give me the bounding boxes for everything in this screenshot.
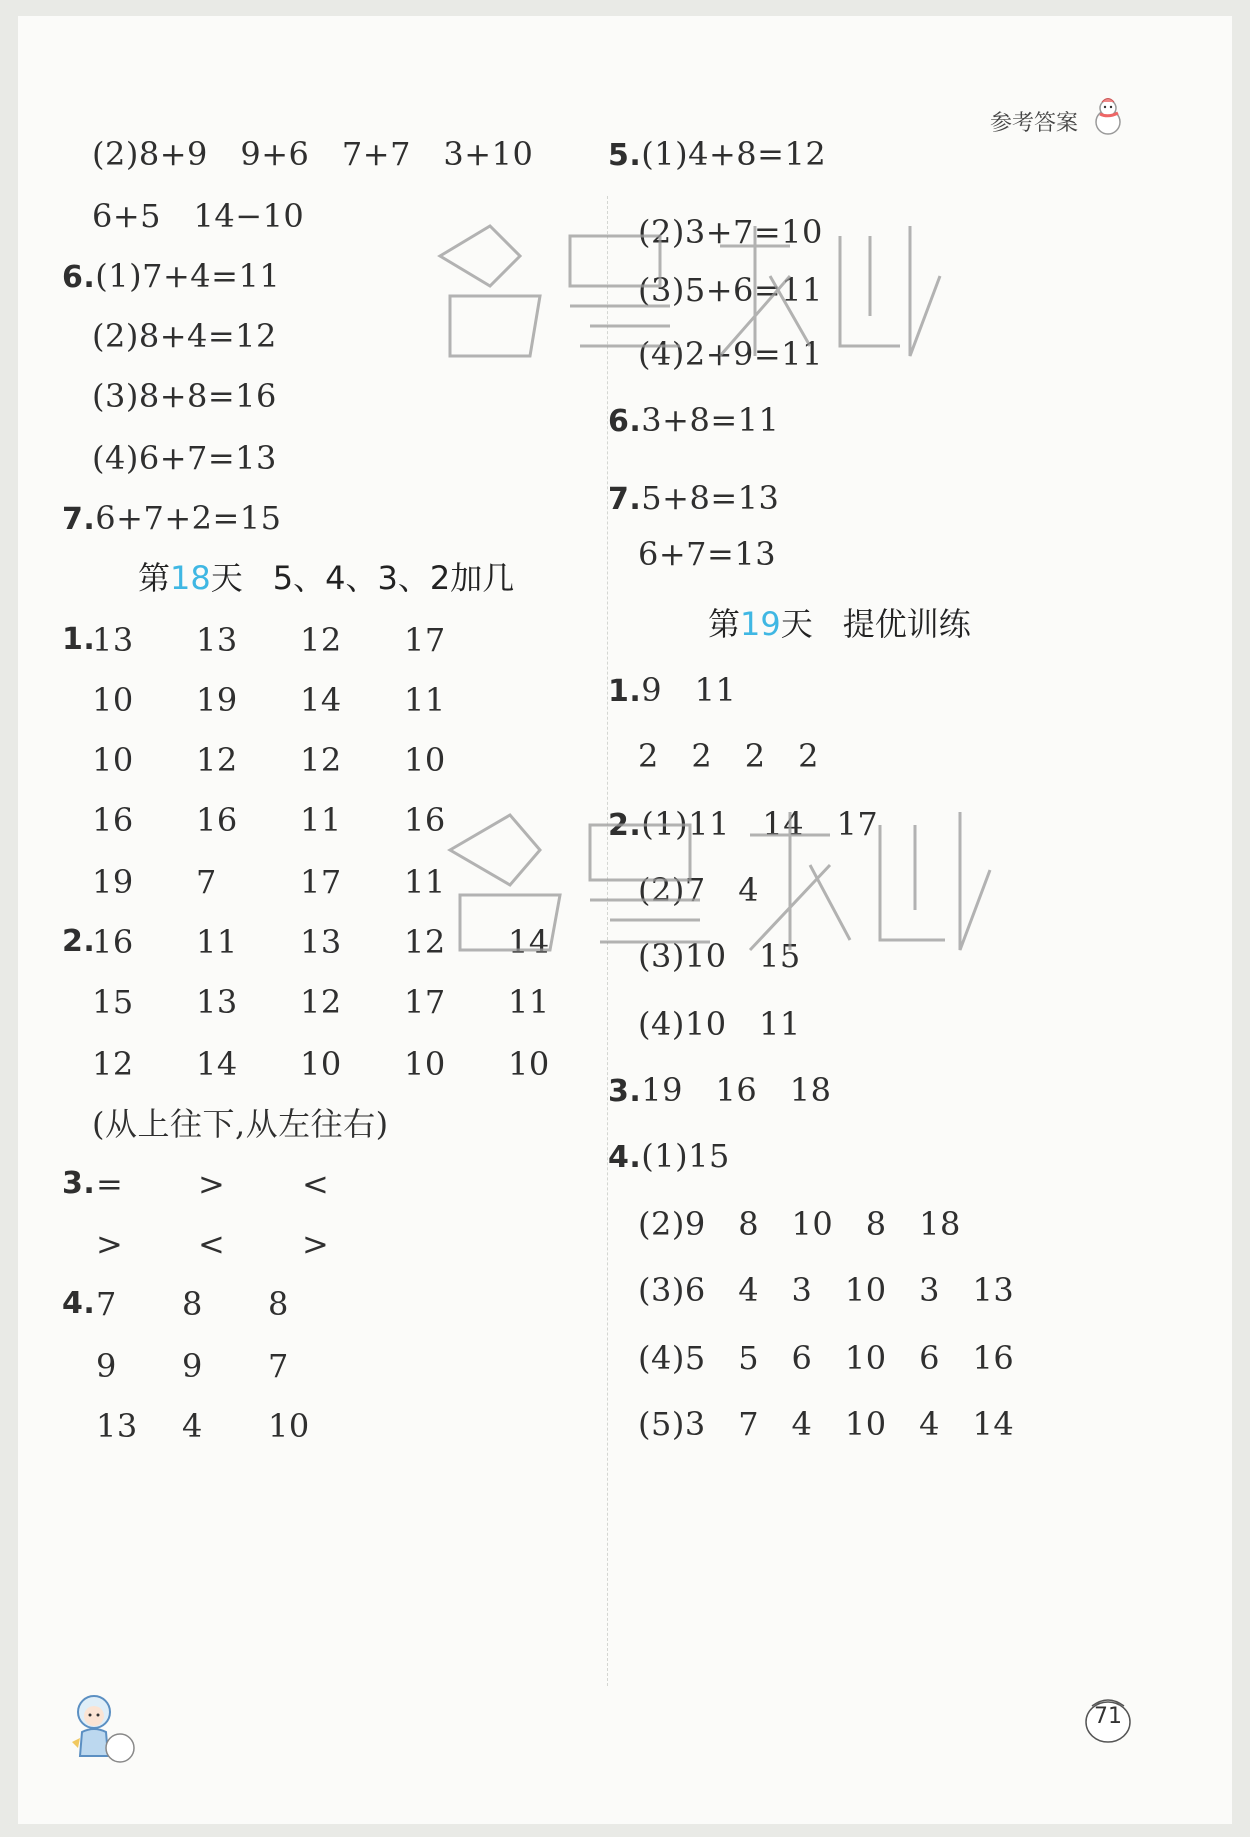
answer-cell: 12	[300, 621, 342, 659]
answer-cell: 15	[92, 983, 134, 1021]
question-number: 7.	[62, 502, 96, 537]
answer-text: (2)8+9 9+6 7+7 3+10	[92, 135, 534, 173]
answer-line	[638, 870, 759, 910]
answer-cell: 10	[300, 1045, 342, 1083]
page-number: 71	[1094, 1704, 1122, 1729]
answer-text: (4)2+9=11	[638, 335, 823, 373]
answer-cell: =	[96, 1165, 124, 1203]
answer-cell: 7	[96, 1285, 117, 1323]
answer-text: (3)10 15	[638, 937, 801, 975]
answer-cell: 12	[92, 1045, 134, 1083]
answer-text: (4)5 5 6 10 6 16	[638, 1339, 1015, 1377]
answer-text: (1)15	[641, 1137, 730, 1175]
answer-text: (3)6 4 3 10 3 13	[638, 1271, 1015, 1309]
answer-line	[608, 134, 826, 176]
mascot-icon	[66, 1686, 138, 1766]
answer-cell: 11	[404, 863, 446, 901]
answer-line	[638, 1404, 1014, 1444]
answer-cell: 17	[300, 863, 342, 901]
day-19-heading	[708, 604, 971, 644]
question-number: 7.	[608, 482, 642, 517]
answer-cell: 12	[300, 741, 342, 779]
answer-line	[608, 478, 779, 520]
answer-cell: 11	[404, 681, 446, 719]
question-number: 1.	[608, 674, 642, 709]
answer-cell: >	[302, 1225, 330, 1263]
question-number: 5.	[608, 138, 642, 173]
answer-line	[638, 736, 819, 776]
answer-note: (从上往下,从左往右)	[92, 1105, 389, 1143]
answer-line	[92, 196, 304, 236]
answer-line	[608, 670, 736, 712]
answer-line	[638, 936, 801, 976]
answer-line	[638, 1004, 801, 1044]
answer-line	[638, 1338, 1014, 1378]
answer-text: 5+8=13	[641, 479, 780, 517]
header-label: 参考答案	[990, 111, 1079, 136]
question-number: 2.	[608, 808, 642, 843]
answer-cell: 14	[300, 681, 342, 719]
question-number: 3.	[62, 1166, 96, 1201]
answer-cell: 10	[92, 741, 134, 779]
heading-num: 19	[740, 605, 781, 643]
answer-line	[62, 256, 280, 298]
answer-cell: 10	[508, 1045, 550, 1083]
answer-line	[92, 438, 277, 478]
answer-cell: 17	[404, 983, 446, 1021]
answer-text: (1)11 14 17	[641, 805, 879, 843]
answer-cell: 10	[404, 1045, 446, 1083]
answer-cell: 12	[404, 923, 446, 961]
answer-cell: 10	[92, 681, 134, 719]
answer-cell: >	[96, 1225, 124, 1263]
answer-line	[638, 212, 823, 252]
answer-cell: 12	[300, 983, 342, 1021]
answer-cell: 16	[404, 801, 446, 839]
answer-cell: 10	[404, 741, 446, 779]
question-number: 4.	[62, 1286, 96, 1321]
answer-line	[608, 1070, 831, 1112]
question-number: 6.	[608, 404, 642, 439]
answer-line	[638, 334, 823, 374]
answer-cell: 8	[268, 1285, 289, 1323]
question-number: 4.	[608, 1140, 642, 1175]
answer-cell: 14	[508, 923, 550, 961]
answer-text: 19 16 18	[641, 1071, 832, 1109]
answer-text: 3+8=11	[641, 401, 780, 439]
answer-line	[608, 400, 779, 442]
answer-cell: 17	[404, 621, 446, 659]
answer-text: 6+7=13	[638, 535, 777, 573]
heading-prefix: 第	[138, 559, 171, 597]
answer-cell: 9	[96, 1347, 117, 1385]
answer-line	[92, 376, 277, 416]
answer-cell: 14	[196, 1045, 238, 1083]
page-number-badge	[1082, 1692, 1134, 1744]
question-number: 3.	[608, 1074, 642, 1109]
answer-text: (2)3+7=10	[638, 213, 823, 251]
answer-cell: 10	[268, 1407, 310, 1445]
question-number: 6.	[62, 260, 96, 295]
answer-text: (2)7 4	[638, 871, 760, 909]
answer-line	[92, 134, 533, 174]
answer-text: (2)8+4=12	[92, 317, 277, 355]
answer-text: 9 11	[641, 671, 737, 709]
answer-text: (4)6+7=13	[92, 439, 277, 477]
answer-text: (4)10 11	[638, 1005, 801, 1043]
answer-cell: <	[302, 1165, 330, 1203]
answer-cell: 9	[182, 1347, 203, 1385]
answer-text: (5)3 7 4 10 4 14	[638, 1405, 1015, 1443]
answer-cell: >	[198, 1165, 226, 1203]
answer-cell: 13	[300, 923, 342, 961]
answer-line	[62, 498, 282, 540]
answer-line	[92, 316, 277, 356]
answer-line	[638, 270, 823, 310]
answer-cell: 16	[92, 923, 134, 961]
heading-num: 18	[170, 559, 211, 597]
heading-title: 5、4、3、2加几	[272, 559, 515, 597]
answer-line	[638, 1204, 961, 1244]
answer-cell: 16	[196, 801, 238, 839]
answer-line	[608, 804, 878, 846]
heading-prefix: 第	[708, 605, 741, 643]
answer-cell: 4	[182, 1407, 203, 1445]
answer-cell: 8	[182, 1285, 203, 1323]
answer-cell: 16	[92, 801, 134, 839]
answer-cell: 11	[196, 923, 238, 961]
answer-text: (2)9 8 10 8 18	[638, 1205, 961, 1243]
question-number: 2.	[62, 924, 96, 959]
answer-line	[638, 1270, 1014, 1310]
snowman-icon	[1092, 96, 1126, 136]
answer-cell: 7	[268, 1347, 289, 1385]
answer-cell: 13	[196, 983, 238, 1021]
question-number: 1.	[62, 622, 96, 657]
answer-text: 6+7+2=15	[95, 499, 282, 537]
day-18-heading	[138, 558, 514, 598]
answer-cell: 11	[508, 983, 550, 1021]
answer-line	[638, 534, 776, 574]
answer-text: (1)4+8=12	[641, 135, 827, 173]
answer-text: 6+5 14−10	[92, 197, 305, 235]
answer-cell: 13	[96, 1407, 138, 1445]
answer-cell: 13	[92, 621, 134, 659]
answer-cell: 11	[300, 801, 342, 839]
heading-title: 提优训练	[842, 605, 971, 643]
answer-cell: 7	[196, 863, 217, 901]
answer-text: (1)7+4=11	[95, 257, 281, 295]
answer-cell: 19	[92, 863, 134, 901]
answer-cell: 19	[196, 681, 238, 719]
heading-suffix: 天	[780, 605, 813, 643]
heading-suffix: 天	[210, 559, 243, 597]
answer-text: 2 2 2 2	[638, 737, 819, 775]
answer-cell: 13	[196, 621, 238, 659]
answer-line	[608, 1136, 730, 1178]
answer-cell: <	[198, 1225, 226, 1263]
answer-text: (3)8+8=16	[92, 377, 277, 415]
answer-cell: 12	[196, 741, 238, 779]
answer-text: (3)5+6=11	[638, 271, 823, 309]
